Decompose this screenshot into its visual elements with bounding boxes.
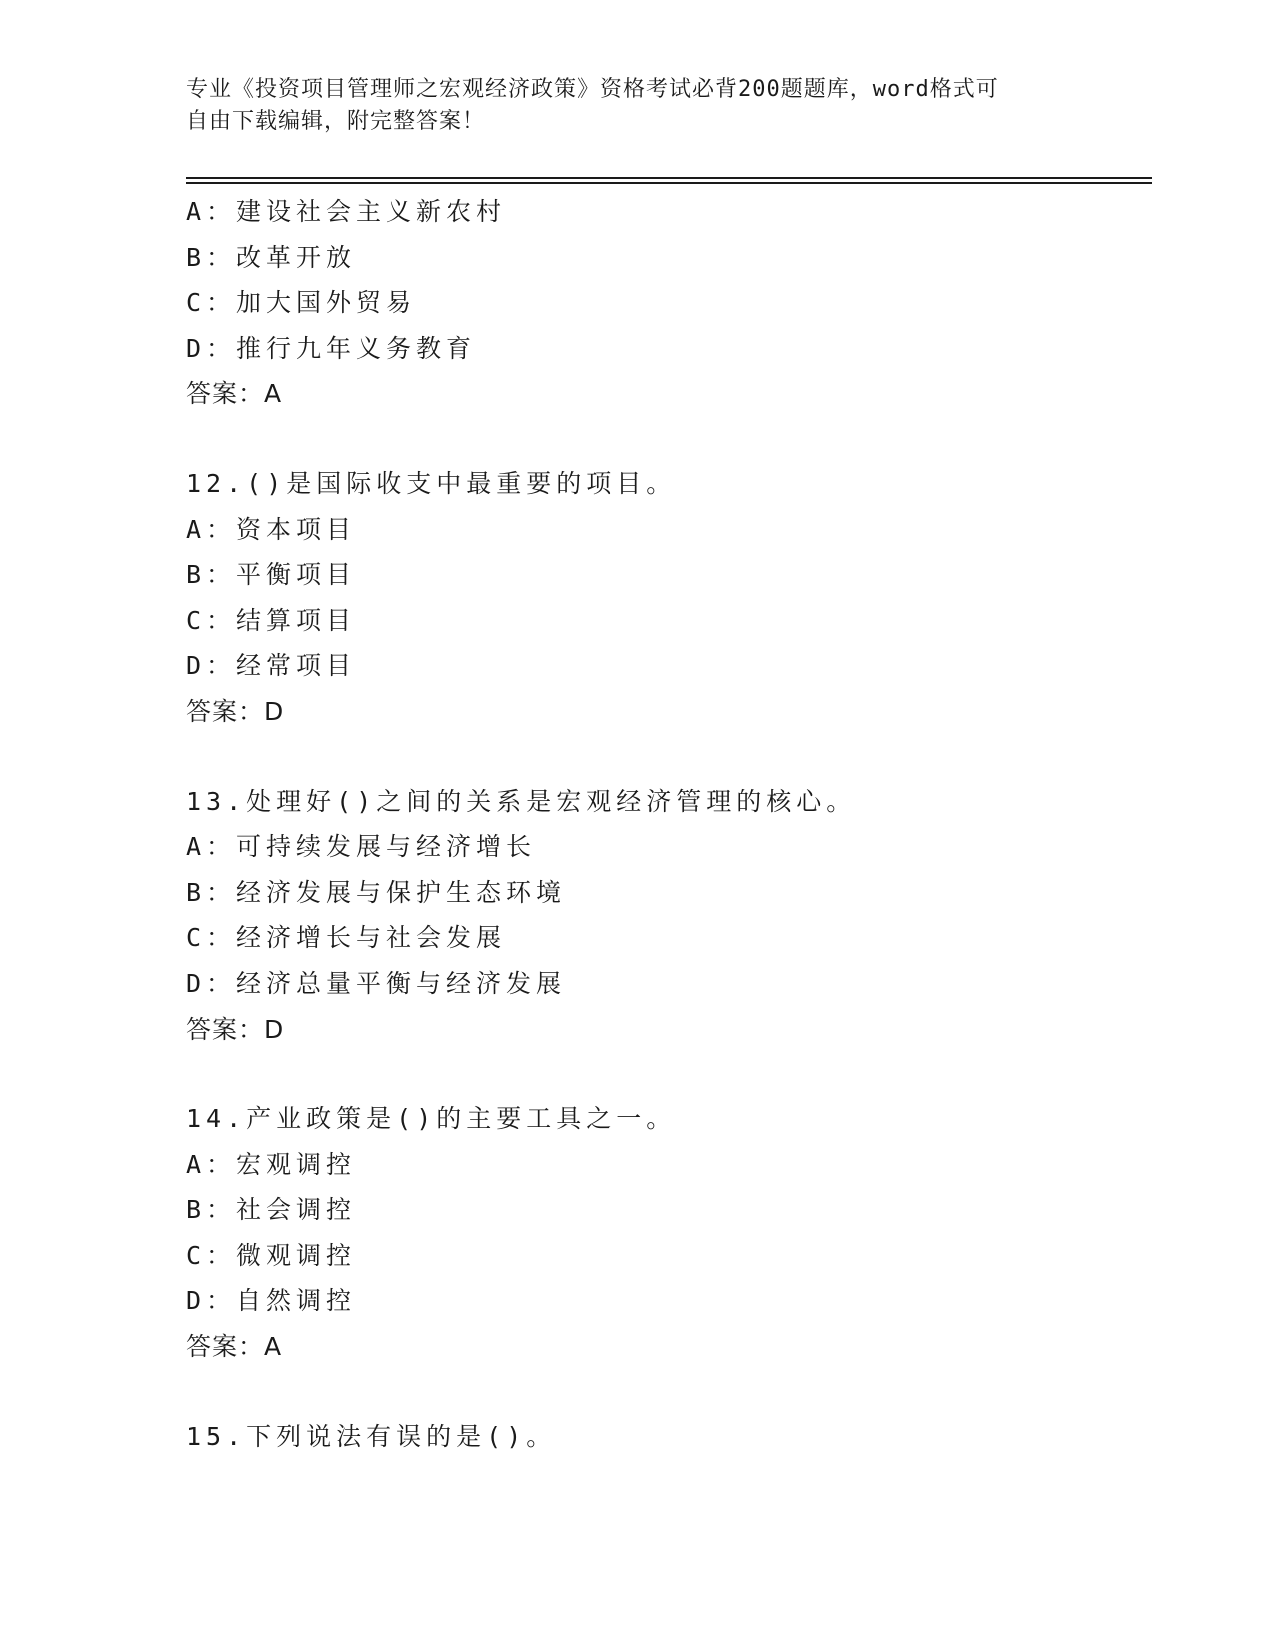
option-a: A：宏观调控 [186, 1149, 357, 1179]
question-12 [186, 461, 1146, 735]
header-line-1: 专业《投资项目管理师之宏观经济政策》资格考试必背200题题库，word格式可 [186, 77, 999, 102]
option-d: D：经济总量平衡与经济发展 [186, 968, 567, 998]
question-stem: 13.处理好()之间的关系是宏观经济管理的核心。 [186, 786, 857, 816]
answer-line: 答案：D [186, 1014, 285, 1044]
question-list [186, 189, 1146, 1459]
question-stem: 14.产业政策是()的主要工具之一。 [186, 1104, 677, 1134]
option-a: A：建设社会主义新农村 [186, 197, 507, 226]
option-a: A：资本项目 [186, 514, 357, 544]
header-divider-top [186, 177, 1152, 179]
option-b: B：平衡项目 [186, 560, 357, 590]
question-14 [186, 1096, 1146, 1370]
question-stem: 12.()是国际收支中最重要的项目。 [186, 468, 677, 498]
question-13 [186, 779, 1146, 1053]
option-d: D：自然调控 [186, 1286, 357, 1316]
question-stem: 15.下列说法有误的是()。 [186, 1421, 557, 1451]
document-header [186, 74, 1066, 138]
option-b: B：改革开放 [186, 242, 357, 272]
option-b: B：社会调控 [186, 1195, 357, 1225]
option-c: C：加大国外贸易 [186, 288, 417, 318]
answer-line: 答案：A [186, 379, 283, 409]
option-c: C：经济增长与社会发展 [186, 923, 507, 953]
question-11 [186, 189, 1146, 417]
question-15 [186, 1414, 1146, 1460]
header-divider-bottom [186, 182, 1152, 184]
option-d: D：推行九年义务教育 [186, 333, 477, 363]
option-d: D：经常项目 [186, 651, 357, 681]
header-line-2: 自由下载编辑，附完整答案！ [186, 109, 486, 134]
option-b: B：经济发展与保护生态环境 [186, 877, 567, 907]
answer-line: 答案：A [186, 1332, 283, 1362]
option-c: C：微观调控 [186, 1240, 357, 1270]
option-a: A：可持续发展与经济增长 [186, 832, 537, 862]
option-c: C：结算项目 [186, 605, 357, 635]
answer-line: 答案：D [186, 696, 285, 726]
